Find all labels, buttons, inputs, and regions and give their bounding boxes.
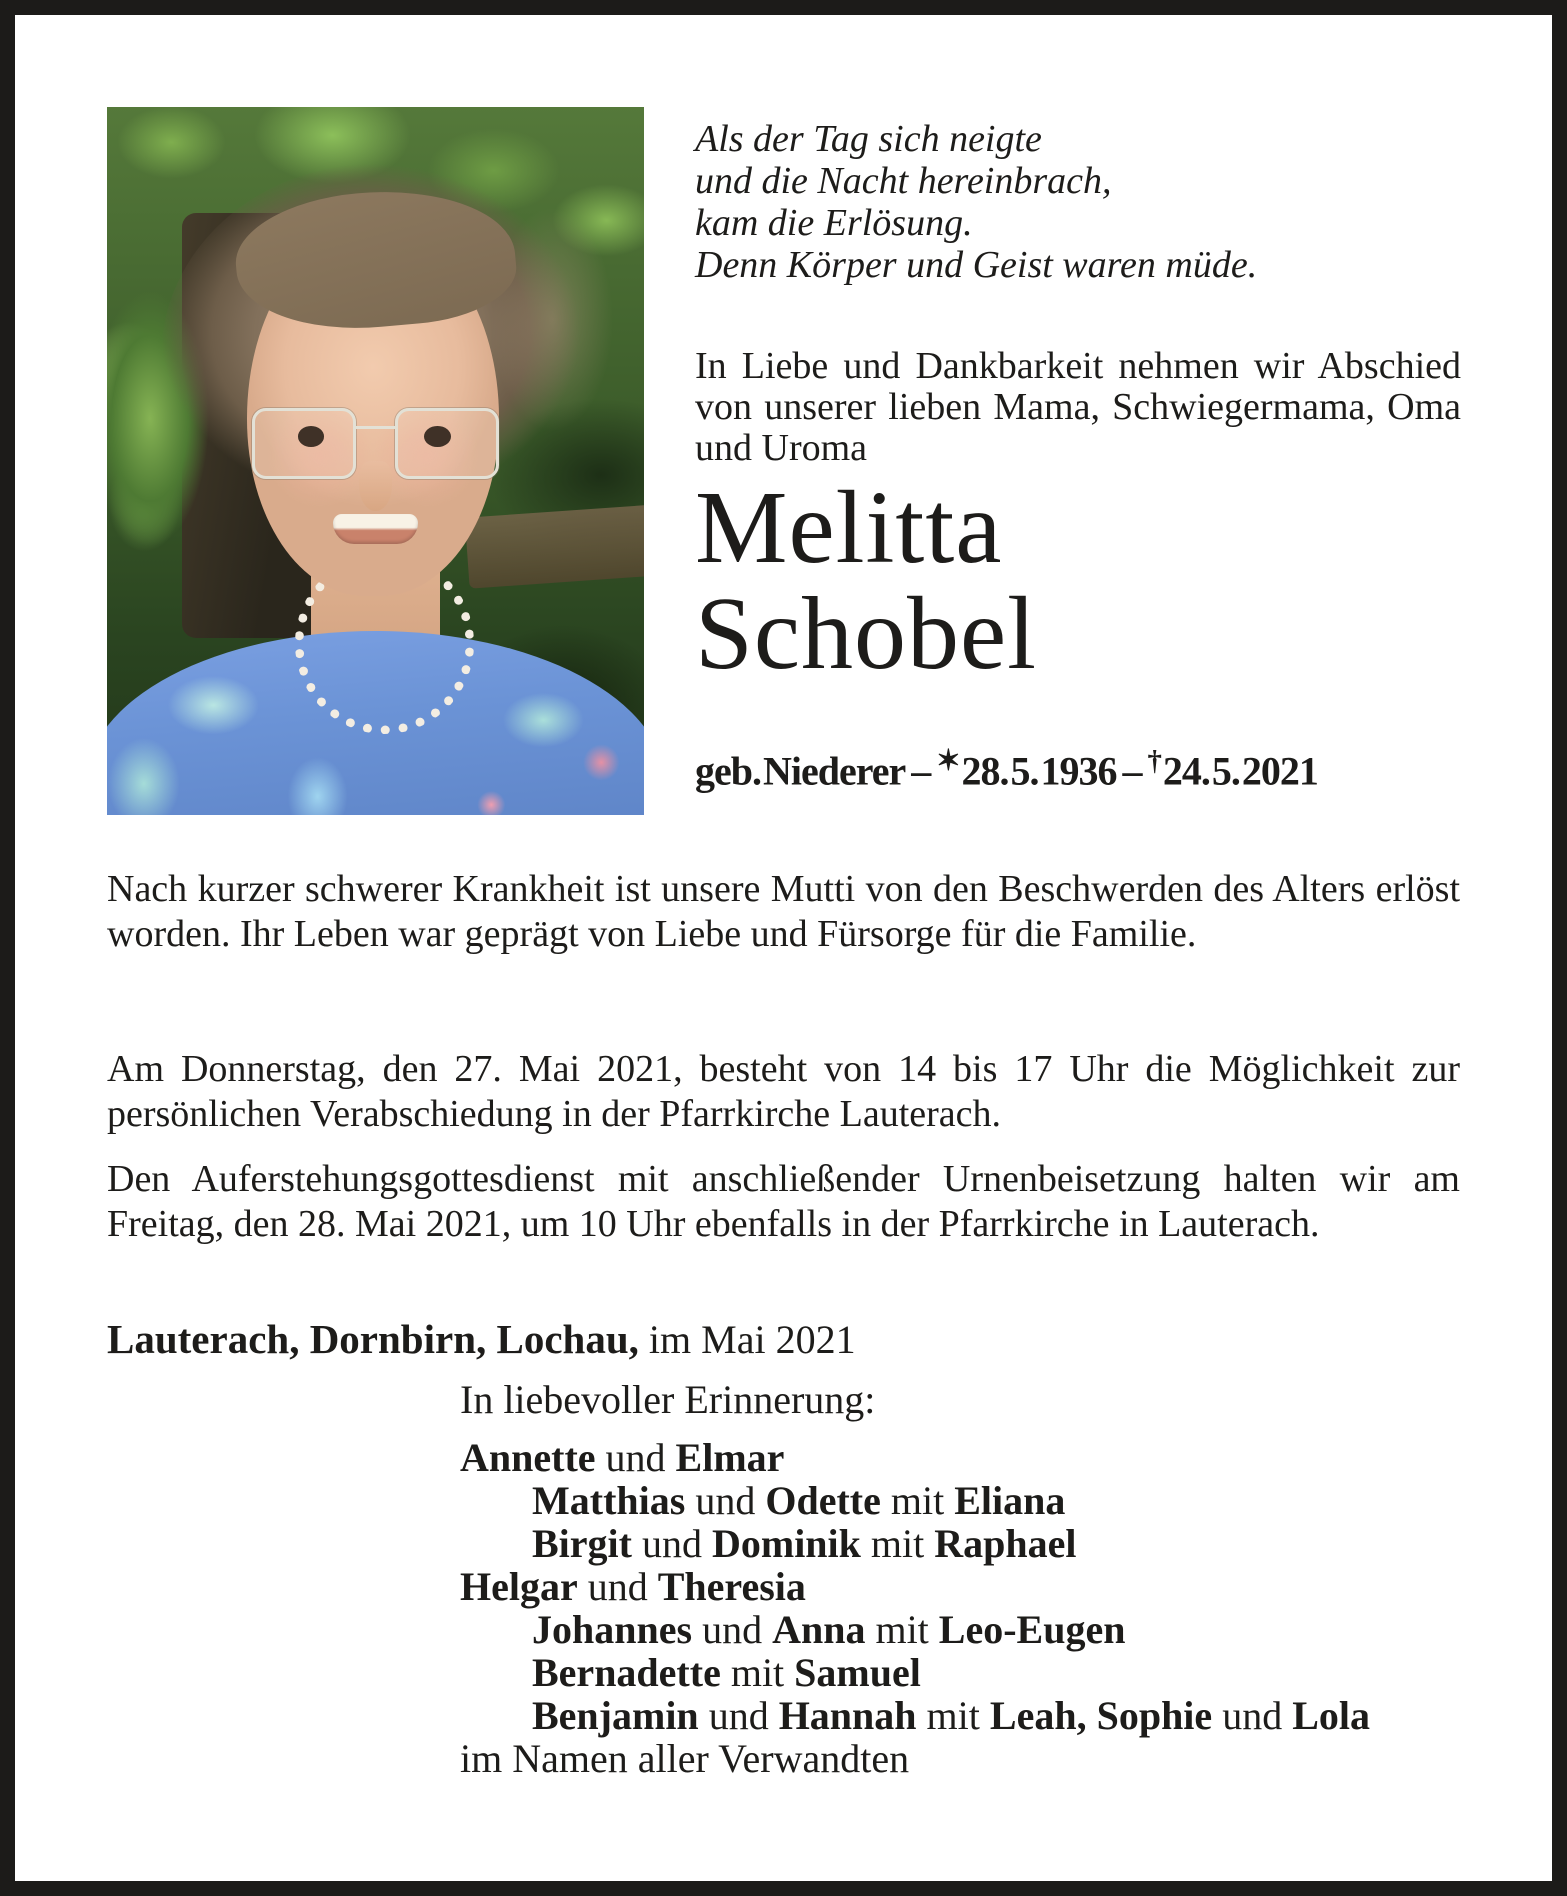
connector-text: und: [595, 1435, 676, 1480]
poem-line: Denn Körper und Geist waren müde.: [695, 244, 1258, 286]
dash-separator: –: [1122, 748, 1142, 794]
family-member-name: Dominik: [711, 1521, 861, 1566]
family-member-name: Anna: [772, 1607, 866, 1652]
connector-text: und: [577, 1564, 658, 1609]
photo-glasses-bridge: [353, 426, 397, 429]
announcement-paragraph: Nach kurzer schwerer Krankheit ist unsere Mutti von den Beschwerden des Alters erlöst worden. Ihr Leben war geprägt von Liebe und Fürsorge für die Familie.: [107, 868, 1460, 955]
farewell-paragraph: Am Donnerstag, den 27. Mai 2021, besteht von 14 bis 17 Uhr die Möglichkeit zur persönlichen Verabschiedung in der Pfarrkirche Lauterach.: [107, 1048, 1460, 1135]
connector-text: und: [698, 1693, 779, 1738]
service-paragraph: Den Auferstehungsgottesdienst mit anschließender Urnenbeisetzung halten wir am Freitag, den 28. Mai 2021, um 10 Uhr ebenfalls in der Pfarrkirche in Lauterach.: [107, 1158, 1460, 1245]
poem-line: kam die Erlösung.: [695, 202, 973, 244]
deceased-first-name: Melitta: [695, 470, 1003, 585]
family-member-name: Birgit: [532, 1521, 632, 1566]
connector-text: und: [1212, 1693, 1293, 1738]
connector-text: mit: [860, 1521, 935, 1566]
connector-text: und: [685, 1478, 766, 1523]
photo-right-eye: [424, 426, 451, 447]
right-column: [695, 107, 1461, 794]
death-cross-icon: †: [1147, 745, 1161, 777]
family-member-name: Bernadette: [532, 1650, 721, 1695]
connector-text: mit: [720, 1650, 795, 1695]
memoriam-section: [460, 1378, 1460, 1780]
memoriam-entry: [460, 1479, 1460, 1522]
connector-text: und: [692, 1607, 773, 1652]
family-member-name: Elmar: [675, 1435, 785, 1480]
places-date-line: [107, 1315, 856, 1363]
deceased-name: [695, 470, 1461, 691]
family-member-name: Leo-Eugen: [938, 1607, 1126, 1652]
family-member-name: Raphael: [934, 1521, 1077, 1566]
photo-nose: [359, 461, 391, 511]
family-member-name: Annette: [460, 1435, 596, 1480]
memoriam-entry: [460, 1694, 1460, 1737]
connector-text: mit: [916, 1693, 990, 1738]
poem-line: und die Nacht hereinbrach,: [695, 160, 1112, 202]
family-member-name: Leah, Sophie: [989, 1693, 1213, 1738]
death-date: 24. 5. 2021: [1162, 748, 1318, 794]
memorial-poem: [695, 118, 1461, 286]
intro-text: In Liebe und Dankbarkeit nehmen wir Abschied von unserer lieben Mama, Schwiegermama, Oma und Uroma: [695, 345, 1461, 469]
memoriam-entry: [460, 1565, 1460, 1608]
memoriam-entry: [460, 1608, 1460, 1651]
memoriam-entry: [460, 1436, 1460, 1479]
maiden-name: geb. Niederer: [695, 748, 906, 794]
family-member-name: Odette: [765, 1478, 881, 1523]
birth-date: 28. 5. 1936: [961, 748, 1117, 794]
family-member-name: Matthias: [532, 1478, 686, 1523]
family-member-name: Johannes: [532, 1607, 693, 1652]
memoriam-entry: [460, 1522, 1460, 1565]
dash-separator: –: [911, 748, 931, 794]
family-member-name: Eliana: [954, 1478, 1066, 1523]
photo-left-eye: [298, 426, 325, 447]
portrait-photo: [107, 107, 644, 815]
connector-text: mit: [865, 1607, 939, 1652]
memoriam-entry: [460, 1651, 1460, 1694]
month-year: im Mai 2021: [648, 1317, 856, 1362]
family-member-name: Theresia: [657, 1564, 806, 1609]
connector-text: und: [631, 1521, 712, 1566]
family-member-name: Helgar: [460, 1564, 578, 1609]
deceased-last-name: Schobel: [695, 576, 1038, 691]
family-member-name: Samuel: [794, 1650, 921, 1695]
family-member-name: Lola: [1292, 1693, 1370, 1738]
poem-line: Als der Tag sich neigte: [695, 118, 1042, 160]
photo-smiling-mouth: [333, 514, 419, 544]
memoriam-closing: im Namen aller Verwandten: [460, 1736, 910, 1781]
places-list: Lauterach, Dornbirn, Lochau,: [107, 1316, 639, 1362]
birth-star-icon: ✶: [936, 745, 960, 777]
family-member-name: Hannah: [778, 1693, 917, 1738]
connector-text: mit: [880, 1478, 955, 1523]
family-member-name: Benjamin: [532, 1693, 699, 1738]
memoriam-heading: In liebevoller Erinnerung:: [460, 1377, 876, 1422]
life-dates-line: [695, 743, 1461, 794]
memoriam-list: [460, 1436, 1460, 1737]
